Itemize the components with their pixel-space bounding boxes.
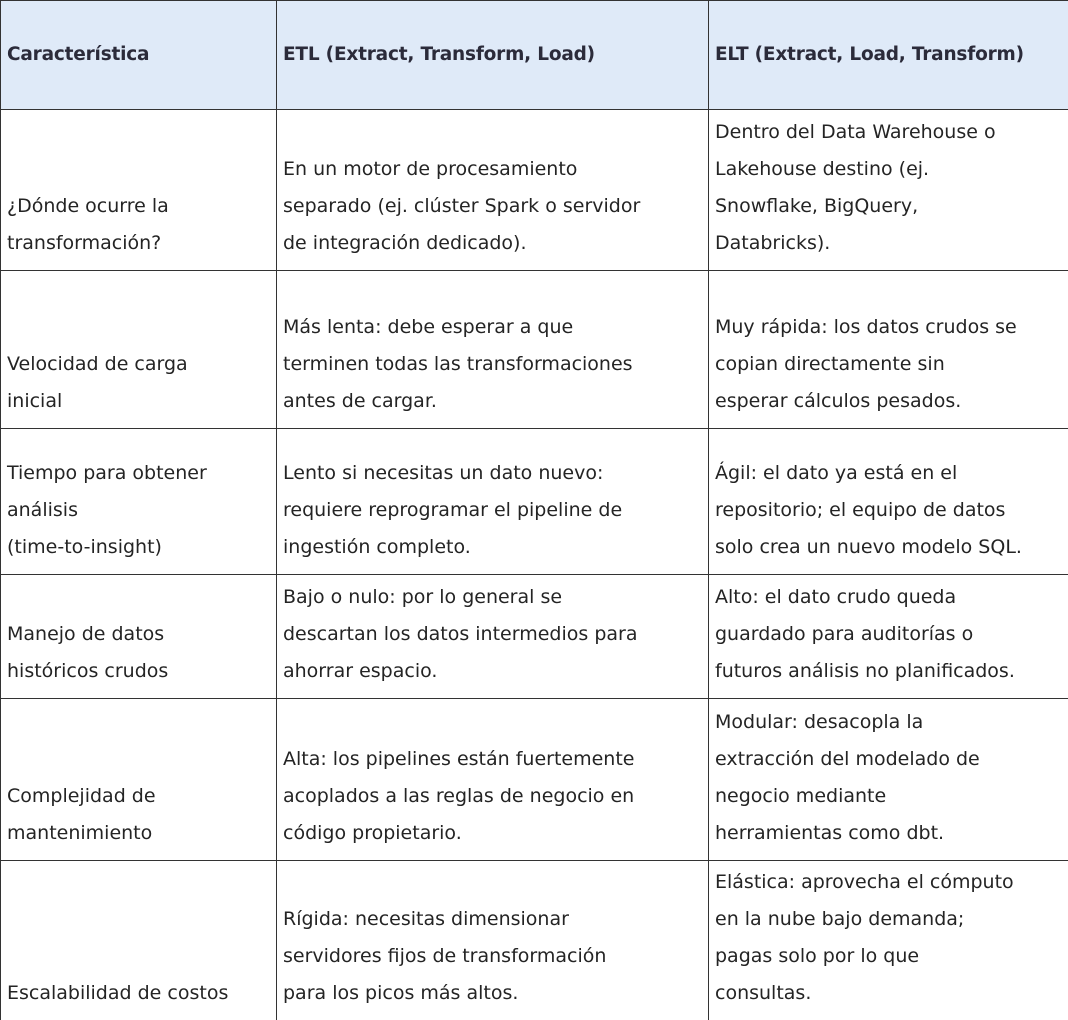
table-row (1, 429, 1068, 575)
table-row (1, 861, 1068, 1020)
header-feature: Característica (1, 1, 277, 110)
header-row (1, 1, 1068, 110)
elt-cell: Modular: desacopla la extracción del modelado de negocio mediante herramientas como dbt. (709, 699, 1068, 861)
feature-cell: Manejo de datos históricos crudos (1, 575, 277, 699)
elt-cell: Ágil: el dato ya está en el repositorio; el equipo de datos solo crea un nuevo modelo SQL. (709, 429, 1068, 575)
feature-cell: Velocidad de carga inicial (1, 271, 277, 429)
feature-cell: Complejidad de mantenimiento (1, 699, 277, 861)
etl-cell: En un motor de procesamiento separado (ej. clúster Spark o servidor de integración dedicado). (277, 110, 709, 271)
elt-cell: Elástica: aprovecha el cómputo en la nube bajo demanda; pagas solo por lo que consultas. (709, 861, 1068, 1020)
feature-cell: ¿Dónde ocurre la transformación? (1, 110, 277, 271)
etl-cell: Más lenta: debe esperar a que terminen todas las transformaciones antes de cargar. (277, 271, 709, 429)
header-etl: ETL (Extract, Transform, Load) (277, 1, 709, 110)
table-row (1, 699, 1068, 861)
etl-cell: Bajo o nulo: por lo general se descartan los datos intermedios para ahorrar espacio. (277, 575, 709, 699)
etl-cell: Rígida: necesitas dimensionar servidores fijos de transformación para los picos más altos. (277, 861, 709, 1020)
elt-cell: Dentro del Data Warehouse o Lakehouse destino (ej. Snowflake, BigQuery, Databricks). (709, 110, 1068, 271)
table-row (1, 110, 1068, 271)
elt-cell: Alto: el dato crudo queda guardado para auditorías o futuros análisis no planificados. (709, 575, 1068, 699)
header-elt: ELT (Extract, Load, Transform) (709, 1, 1068, 110)
etl-cell: Alta: los pipelines están fuertemente acoplados a las reglas de negocio en código propietario. (277, 699, 709, 861)
etl-cell: Lento si necesitas un dato nuevo: requiere reprogramar el pipeline de ingestión completo. (277, 429, 709, 575)
table-row (1, 271, 1068, 429)
feature-cell: Escalabilidad de costos (1, 861, 277, 1020)
elt-cell: Muy rápida: los datos crudos se copian directamente sin esperar cálculos pesados. (709, 271, 1068, 429)
table-row (1, 575, 1068, 699)
feature-cell: Tiempo para obtener análisis (time-to-insight) (1, 429, 277, 575)
